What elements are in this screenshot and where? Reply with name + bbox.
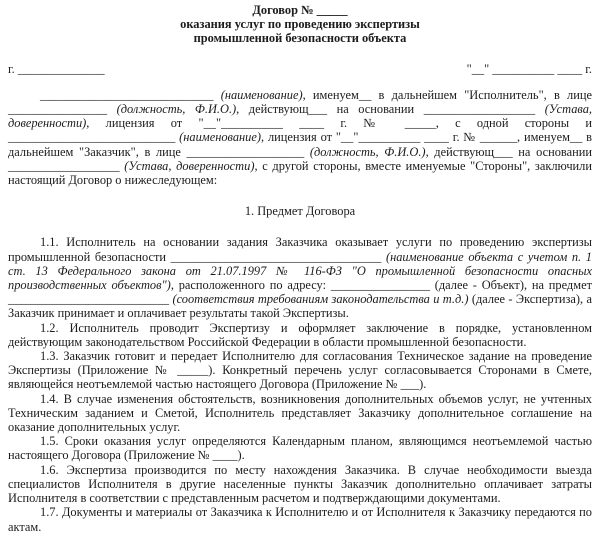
italic-hint-text: (наименование): [220, 87, 303, 102]
preamble-paragraph: [8, 88, 592, 187]
clause-text: ____________________________: [40, 87, 221, 102]
clause-text: 1.1. Исполнитель на основании задания Заказчика оказывает услуги по проведению экспертизы промышленной безопасности __________________________________: [8, 235, 592, 264]
clause-paragraph: [8, 349, 592, 392]
clause-text: , лицензия от "__"__________ ____ г. № _____, с одной стороны и ___________________________: [8, 116, 592, 145]
clause-text: , с другой стороны, вместе именуемые "Стороны", заключили настоящий Договор о нижеследующем:: [8, 158, 592, 188]
clause-text: 1.5. Сроки оказания услуг определяются Календарным планом, являющимся неотъемлемой частью настоящего Договора (Приложение № ____).: [8, 434, 592, 463]
section-heading: 1. Предмет Договора: [244, 204, 356, 219]
italic-hint-text: (должность, Ф.И.О.): [116, 102, 237, 117]
title-line-object: промышленной безопасности объекта: [193, 31, 407, 46]
clause-text: , именуем__ в дальнейшем "Исполнитель", в лице ________________: [8, 87, 592, 117]
place-field: г. ______________: [8, 61, 105, 76]
clause-paragraph: [8, 392, 592, 435]
italic-hint-text: (соответствия требованиям законодательства и т.д.): [172, 292, 469, 307]
italic-hint-text: (наименование объекта с учетом п. 1 ст. 13 Федерального закона от 21.07.1997 № 116-ФЗ "О промышленной безопасности опасных производственных объектов"): [8, 249, 592, 293]
clause-paragraph: [8, 463, 592, 506]
document-title: [8, 3, 592, 46]
italic-hint-text: (Устава, доверенности): [124, 158, 255, 173]
italic-hint-text: (должность, Ф.И.О.): [309, 144, 426, 159]
clause-paragraph: [8, 235, 592, 320]
clauses-container: [8, 235, 592, 533]
clause-text: , расположенного по адресу: ________________ (далее - Объект), на предмет __________________________: [8, 278, 592, 307]
clause-text: , лицензия от "__"__________ ____ г. № ______, именуем__ в дальнейшем "Заказчик", в лице ___________________: [8, 130, 592, 159]
clause-text: 1.2. Исполнитель проводит Экспертизу и оформляет заключение в порядке, установленном действующим законодательством Российской Федерации в области промышленной безопасности.: [8, 320, 592, 349]
title-line-number: Договор № _____: [252, 3, 348, 17]
clause-text: 1.4. В случае изменения обстоятельств, возникновения дополнительных объемов услуг, не учтенных Техническим заданием и Сметой, Исполнитель представляет Заказчику дополнительное соглашение на оказание дополнительных услуг.: [8, 391, 592, 435]
clause-text: 1.7. Документы и материалы от Заказчика к Исполнителю и от Исполнителя к Заказчику передаются по актам.: [8, 505, 592, 534]
clause-text: 1.3. Заказчик готовит и передает Исполнителю для согласования Техническое задание на проведение Экспертизы (Приложение № _____). Конкретный перечень услуг согласовывается Сторонами в Смете, являющейся неотъемлемой частью настоящего Договора (Приложение № ___).: [8, 349, 592, 392]
clause-paragraph: [8, 321, 592, 349]
clause-text: (далее - Экспертиза), а Заказчик принимает и оплачивает результаты такой Экспертизы.: [8, 292, 592, 321]
clause-text: 1.6. Экспертиза производится по месту нахождения Заказчика. В случае необходимости выезда специалистов Исполнителя в другие населенные пункты Заказчик дополнительно оплачивает затраты Исполнителя в соответствии с представленным расчетом и подтверждающими документами.: [8, 462, 592, 506]
italic-hint-text: (Устава, доверенности): [8, 102, 592, 131]
contract-document: [8, 3, 592, 534]
date-field: "__" __________ ____ г.: [466, 61, 592, 76]
clause-text: , действующ___ на основании __________________: [8, 144, 592, 173]
clause-paragraph: [8, 505, 592, 533]
italic-hint-text: (наименование): [179, 130, 261, 145]
clause-text: , действующ___ на основании __________________: [236, 102, 545, 117]
title-line-subject: оказания услуг по проведению экспертизы: [180, 17, 420, 32]
clause-paragraph: [8, 434, 592, 462]
place-date-row: [8, 62, 592, 76]
